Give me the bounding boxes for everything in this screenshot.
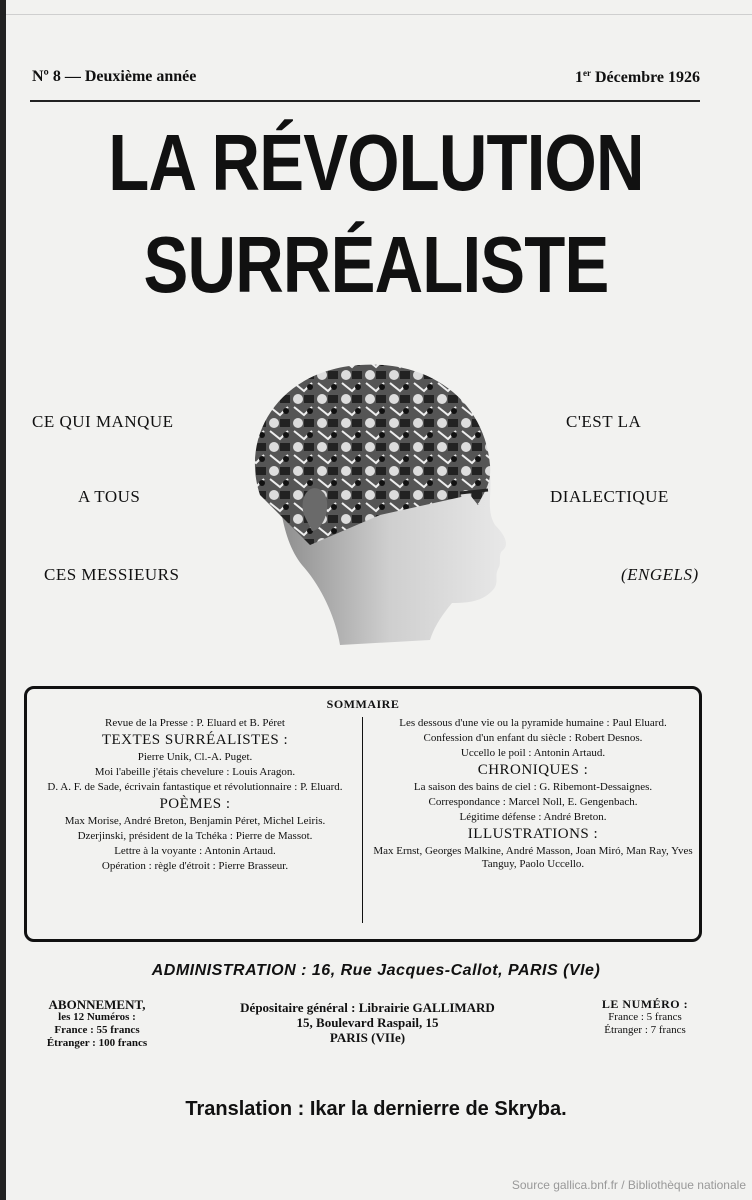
price-line: France : 5 francs (608, 1011, 682, 1023)
subscription-info (22, 998, 172, 1050)
distributor-line: PARIS (VIIe) (329, 1030, 406, 1045)
top-divider (0, 14, 752, 15)
issue-header (32, 68, 700, 94)
toc-item: Dzerjinski, président de la Tchéka : Pierre de Massot. (77, 830, 313, 842)
date-sup: er (583, 68, 591, 78)
translation-credit: Translation : Ikar la dernierre de Skryba. (185, 1098, 567, 1120)
toc-item: Revue de la Presse : P. Eluard et B. Péret (105, 717, 285, 729)
toc-section: CHRONIQUES : (477, 762, 589, 778)
quote-left-3: CES MESSIEURS (44, 565, 180, 584)
price-title: LE NUMÉRO : (601, 997, 689, 1011)
toc-item: D. A. F. de Sade, écrivain fantastique et révolutionnaire : P. Eluard. (47, 781, 343, 793)
toc-section: ILLUSTRATIONS : (467, 826, 599, 842)
toc-item: Confession d'un enfant du siècle : Robert Desnos. (423, 732, 643, 744)
toc-item: Légitime défense : André Breton. (459, 811, 607, 823)
issue-number: Nº 8 — Deuxième année (32, 68, 197, 85)
toc-item: Moi l'abeille j'étais chevelure : Louis Aragon. (94, 766, 296, 778)
administration-address: ADMINISTRATION : 16, Rue Jacques-Callot, PARIS (VIe) (151, 962, 601, 979)
sommaire-left-column (35, 717, 355, 875)
toc-section: POÈMES : (159, 796, 231, 812)
toc-item: La saison des bains de ciel : G. Ribemont-Dessaignes. (413, 781, 653, 793)
subscription-line: France : 55 francs (54, 1024, 140, 1036)
sommaire-title: SOMMAIRE (326, 697, 400, 711)
title-line-1: LA RÉVOLUTION (108, 118, 644, 207)
toc-item: Correspondance : Marcel Noll, E. Gengenbach. (428, 796, 638, 808)
toc-item: Uccello le poil : Antonin Artaud. (460, 747, 606, 759)
subscription-line: les 12 Numéros : (58, 1011, 136, 1023)
source-credit: Source gallica.bnf.fr / Bibliothèque nationale (511, 1178, 746, 1192)
title-line-2: SURRÉALISTE (143, 220, 609, 309)
issue-date (575, 68, 700, 87)
scan-edge (0, 0, 6, 1200)
toc-item: Les dessous d'une vie ou la pyramide humaine : Paul Eluard. (399, 717, 667, 729)
quote-left-2: A TOUS (78, 487, 141, 506)
toc-item: Max Morise, André Breton, Benjamin Péret, Michel Leiris. (64, 815, 326, 827)
quote-right-3: (ENGELS) (621, 565, 699, 584)
toc-item: Lettre à la voyante : Antonin Artaud. (114, 845, 276, 857)
toc-item: Opération : règle d'étroit : Pierre Brasseur. (101, 860, 289, 872)
date-day: 1 (575, 69, 583, 86)
toc-section: TEXTES SURRÉALISTES : (101, 732, 289, 748)
quote-right-1: C'EST LA (566, 412, 642, 431)
toc-item: Max Ernst, Georges Malkine, André Masson, Joan Miró, Man Ray, Yves Tanguy, Paolo Uccello. (373, 845, 693, 870)
distributor-info (190, 1000, 545, 1045)
sommaire-right-column (373, 717, 693, 873)
header-rule (30, 100, 700, 102)
price-line: Étranger : 7 francs (604, 1024, 686, 1036)
collage-head-illustration (220, 345, 520, 655)
single-issue-price (570, 998, 720, 1037)
quote-left-1: CE QUI MANQUE (32, 412, 174, 431)
distributor-line: Dépositaire général : Librairie GALLIMARD (240, 1000, 495, 1015)
date-rest: Décembre 1926 (591, 69, 700, 86)
sommaire-box (24, 686, 702, 942)
subscription-line: Étranger : 100 francs (46, 1037, 148, 1049)
quote-right-2: DIALECTIQUE (550, 487, 669, 506)
sommaire-divider (362, 717, 363, 923)
subscription-title: ABONNEMENT, (48, 997, 146, 1012)
distributor-line: 15, Boulevard Raspail, 15 (296, 1015, 439, 1030)
toc-item: Pierre Unik, Cl.-A. Puget. (137, 751, 253, 763)
